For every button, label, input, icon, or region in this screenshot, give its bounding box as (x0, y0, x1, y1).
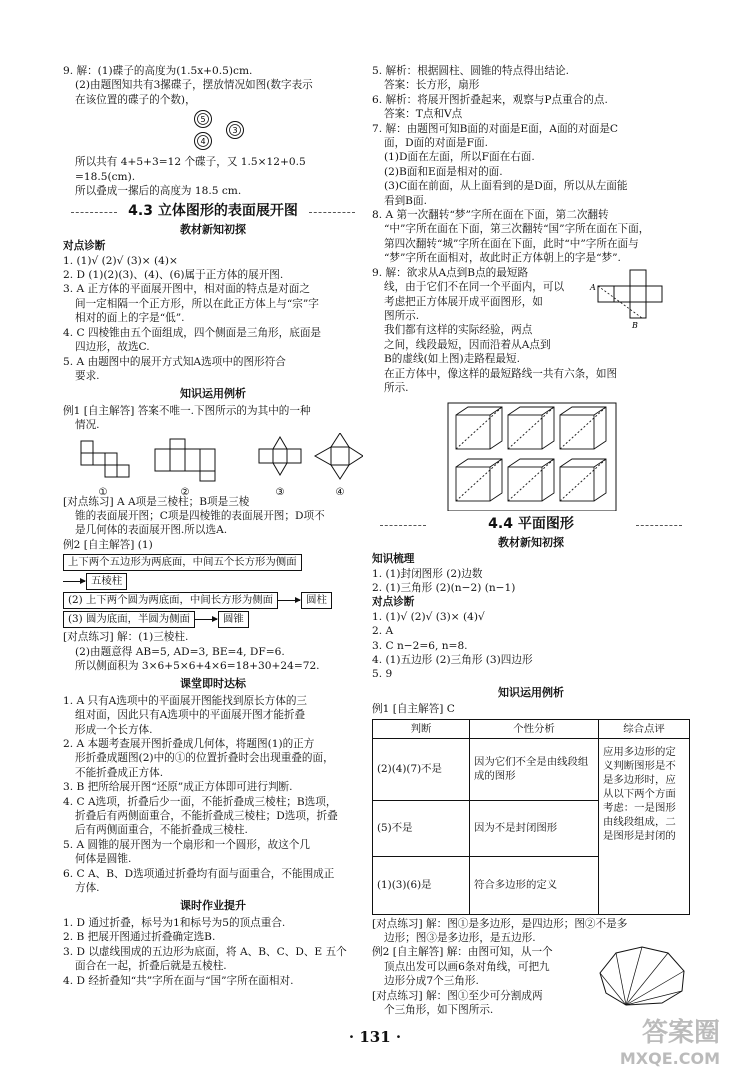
practice1-line: 边形；图③是多边形，是五边形. (384, 932, 536, 945)
net-label-4: ④ (335, 486, 345, 495)
flow-box: 圆柱 (301, 592, 332, 609)
diagnosis-line: 2. A (372, 625, 394, 638)
q9-line: 我们都有这样的实际经验，两点 (384, 324, 533, 337)
q9-line: 在正方体中，像这样的最短路线一共有六条，如图 (384, 367, 618, 380)
homework-line: 4. D 经折叠知“共”字所在面与“国”字所在面相对. (63, 974, 294, 987)
homework-line: 1. D 通过折叠，标号为1和标号为5的顶点重合. (63, 916, 286, 929)
plate-circle-4 (195, 133, 212, 150)
net-figures (63, 433, 363, 495)
net-point-b: B (632, 320, 638, 330)
practice2-line: 个三角形，如下图所示. (384, 1004, 494, 1017)
net-label-3: ③ (275, 486, 285, 495)
example2-block (372, 945, 690, 1017)
table-header-row (373, 719, 690, 738)
check-line: 5. A 圆锥的展开图为一个扇形和一个圆形，故这个几 (63, 838, 310, 851)
example1-line2: 情况. (75, 419, 100, 432)
arrow-icon (278, 600, 300, 601)
q7-line: 面，D面的对面是F面. (384, 137, 488, 150)
table-cell: (5)不是 (373, 800, 470, 856)
q9-line: 之间，线段最短，因而沿着从A点到 (384, 338, 551, 351)
section-title-4-4: 4.4 平面图形 (372, 517, 690, 531)
example1-line1: 例1 [自主解答] 答案不唯一.下图所示的为其中的一种 (63, 404, 311, 417)
net-3-triangular-prism (259, 437, 301, 475)
check-line: 方体. (75, 882, 100, 895)
flow-box: (2) 上下两个圆为两底面，中间长方形为侧面 (63, 592, 278, 609)
q9-line3: 在该位置的碟子的个数)， (75, 93, 196, 106)
right-column (372, 64, 690, 1017)
q9-line: 所示. (384, 381, 409, 394)
polygon-judgement-table (372, 719, 690, 915)
q9-block (372, 266, 690, 396)
cube-net-shortest-path (584, 268, 676, 338)
diagnosis-line: 间一定相隔一个正方形，所以在此正方体上与“宗”字 (75, 297, 319, 310)
sort-heading: 知识梳理 (372, 553, 415, 566)
plate-count-3: 3 (232, 126, 238, 136)
check-line: 2. A 本题考查展开图折叠成几何体，将题图(1)的正方 (63, 738, 315, 750)
check-line: 折叠后有两侧面重合，不能折叠成三棱柱；D选项，折叠 (75, 810, 338, 823)
q7-line: (1)D面在左面，所以F面在右面. (384, 151, 535, 164)
check-line: 4. C A选项，折叠后少一面，不能折叠成三棱柱；B选项， (63, 795, 337, 808)
flow-box: 五棱柱 (86, 573, 127, 590)
section-title-4-3: 4.3 立体图形的表面展开图 (63, 204, 363, 218)
q5-line2: 答案：长方形，扇形 (384, 79, 480, 92)
diagnosis-heading: 对点诊断 (372, 596, 415, 609)
table-header: 判断 (373, 719, 470, 738)
check-line: 1. A 只有A选项中的平面展开图能找到原长方体的三 (63, 694, 308, 707)
example2-line: 边形分成7个三角形. (384, 975, 479, 988)
q9-line1: 9. 解：(1)碟子的高度为(1.5x+0.5)cm. (63, 65, 253, 77)
plate-circle-3 (227, 122, 244, 139)
diagnosis-line: 要求. (75, 369, 100, 382)
diagnosis-line: 5. A 由题图中的展开方式知A选项中的图形符合 (63, 355, 286, 368)
table-cell: (2)(4)(7)不是 (373, 738, 470, 800)
sort-line: 2. (1)三角形 (2)(n−2) (n−1) (372, 581, 516, 594)
cube-1 (456, 407, 502, 449)
q9-line: 图所示. (384, 309, 420, 322)
q6-line1: 6. 解析：将展开图折叠起来，观察与P点重合的点. (372, 93, 608, 106)
watermark-text: 答案圈 (641, 1018, 720, 1048)
cube-5 (508, 459, 554, 501)
practice1-line: [对点练习] 解：图①是多边形，是四边形；图②不是多 (372, 917, 628, 930)
diagnosis-line: 1. (1)√ (2)√ (3)× (4)√ (372, 610, 485, 623)
practice2-line: [对点练习] 解：(1)三棱柱. (63, 631, 189, 644)
subheading-new-knowledge: 教材新知初探 (498, 535, 564, 549)
q8-line: “梦”字所在面相对，故此时正方体朝上的字是“梦”. (384, 252, 621, 265)
nonagon-diagonals-figure (596, 945, 688, 1007)
q8-line: 第四次翻转“城”字所在面在下面，此时“中”字所在面与 (384, 237, 639, 250)
practice1-line: [对点练习] A A项是三棱柱；B项是三棱 (63, 495, 250, 508)
practice1-line: 是几何体的表面展开图.所以选A. (75, 524, 228, 537)
q7-line: 看到B面. (384, 194, 427, 207)
check-line: 何体是圆锥. (75, 853, 132, 866)
subheading-application: 知识运用例析 (180, 387, 246, 401)
check-line: 3. B 把所给展开图“还原”成正方体即可进行判断. (63, 781, 293, 794)
homework-line: 面合在一起，折叠后就是五棱柱. (75, 960, 227, 973)
diagnosis-line: 3. C n−2=6, n=8. (372, 639, 468, 652)
q7-line: (3)C面在前面，从上面看到的是D面，所以从左面能 (384, 180, 628, 193)
practice2-line: 所以侧面积为 3×6+5×6+4×6=18+30+24=72. (75, 659, 320, 672)
check-line: 6. C A、B、D选项通过折叠均有面与面重合，不能围成正 (63, 867, 335, 880)
table-cell: 因为不是封闭图形 (470, 800, 599, 856)
check-line: 组对面，因此只有A选项中的平面展开图才能折叠 (75, 709, 306, 722)
flow-row-4 (63, 611, 363, 628)
subheading-new-knowledge: 教材新知初探 (180, 222, 246, 236)
flow-box: (3) 圆为底面，半圆为侧面 (63, 611, 195, 628)
check-line: 形折叠成题图(2)中的①的位置折叠时会出现重叠的面， (75, 752, 334, 765)
example2-line: 例2 [自主解答] (1) (63, 538, 153, 551)
q7-line: (2)B面和E面是相对的面. (384, 165, 503, 178)
diagnosis-line: 四边形，故选C. (75, 341, 150, 354)
table-row (373, 738, 690, 800)
plate-stack-figure (63, 107, 363, 155)
cube-3 (560, 407, 606, 449)
cube-2 (508, 407, 554, 449)
table-header: 综合点评 (599, 719, 690, 738)
plate-count-4: 4 (200, 137, 206, 147)
q9-line: 考虑把正方体展开成平面图形，如 (384, 295, 543, 308)
practice2-line: [对点练习] 解：图①至少可分割成两 (372, 989, 543, 1002)
q9-line2: (2)由题图知共有3摞碟子，摆放情况如图(数字表示 (75, 79, 313, 92)
q8-line: 8. A 第一次翻转“梦”字所在面在下面，第二次翻转 (372, 209, 609, 222)
subheading-application: 知识运用例析 (498, 685, 564, 699)
q9-line: B的虚线(如上图)走路程最短. (384, 353, 520, 366)
check-line: 不能折叠成正方体. (75, 766, 164, 779)
watermark-url: MXQE.COM (619, 1049, 720, 1068)
table-comment-cell: 应用多边形的定义判断图形是不是多边形时，应从以下两个方面考虑：一是图形由线段组成，二是图形是封闭的 (599, 738, 690, 914)
q6-line2: 答案：T点和V点 (384, 108, 463, 121)
table-cell: 因为它们不全是由线段组成的图形 (470, 738, 599, 800)
net-point-a: A (590, 282, 596, 292)
flow-box: 圆锥 (218, 611, 249, 628)
net-label-2: ② (180, 486, 190, 495)
diagnosis-line: 5. 9 (372, 668, 393, 681)
diagnosis-line: 3. A 正方体的平面展开图中，相对面的特点是对面之 (63, 283, 310, 296)
table-header: 个性分析 (470, 719, 599, 738)
cube-4 (456, 459, 502, 501)
cube-6 (560, 459, 606, 501)
diagnosis-line: 4. C 四棱锥由五个面组成，四个侧面是三角形，底面是 (63, 326, 322, 339)
arrow-icon (195, 619, 217, 620)
diagnosis-line: 1. (1)√ (2)√ (3)× (4)× (63, 254, 178, 267)
plate-circle-5 (195, 111, 212, 128)
practice2-line: (2)由题意得 AB=5, AD=3, BE=4, DF=6. (75, 645, 285, 658)
q9-line: 线，由于它们不在同一个平面内，可以 (384, 281, 565, 294)
q8-line: “中”字所在面在下面，第三次翻转“国”字所在面在下面， (384, 223, 650, 236)
q9-line6: 所以叠成一摞后的高度为 18.5 cm. (75, 185, 242, 198)
flow-row-1 (63, 554, 363, 571)
watermark-logo (600, 1012, 720, 1070)
q9-line5: =18.5(cm). (75, 170, 136, 183)
arrow-icon (63, 581, 85, 582)
page-number: · 131 · (348, 1028, 402, 1046)
flow-row-2 (63, 573, 363, 590)
plate-count-5: 5 (200, 115, 206, 125)
homework-line: 2. B 把展开图通过折叠确定选B. (63, 931, 216, 944)
table-cell: (1)(3)(6)是 (373, 856, 470, 914)
q9-line4: 所以共有 4+5+3=12 个碟子，又 1.5×12+0.5 (75, 156, 306, 169)
net-2-prism (155, 439, 215, 481)
q9-line: 9. 解：欲求从A点到B点的最短路 (372, 266, 529, 279)
example2-line: 例2 [自主解答] 解：由图可知，从一个 (372, 946, 553, 959)
homework-line: 3. D 以虚线围成的五边形为底面，将 A、B、C、D、E 五个 (63, 945, 347, 958)
subheading-homework: 课时作业提升 (180, 899, 246, 913)
sort-line: 1. (1)封闭图形 (2)边数 (372, 567, 483, 580)
flow-box: 上下两个五边形为两底面，中间五个长方形为侧面 (63, 554, 302, 571)
net-4-pyramid (315, 433, 363, 479)
diagnosis-line: 4. (1)五边形 (2)三角形 (3)四边形 (372, 654, 533, 666)
check-line: 形成一个长方体. (75, 723, 153, 736)
check-line: 后有两侧面重合，不能折叠成三棱柱. (75, 824, 248, 837)
six-shortest-paths-figure (372, 401, 690, 511)
example2-line: 顶点出发可以画6条对角线，可把九 (384, 960, 550, 973)
q5-line1: 5. 解析：根据圆柱、圆锥的特点得出结论. (372, 65, 569, 77)
example1-line: 例1 [自主解答] C (372, 703, 455, 716)
diagnosis-line: 2. D (1)(2)(3)、(4)、(6)属于正方体的展开图. (63, 269, 284, 282)
flow-row-3 (63, 592, 363, 609)
diagnosis-line: 相对的面上的字是“低”. (75, 312, 185, 325)
net-label-1: ① (98, 486, 108, 495)
table-cell: 符合多边形的定义 (470, 856, 599, 914)
practice1-line: 锥的表面展开图；C项是四棱锥的表面展开图；D项不 (75, 509, 325, 522)
q7-line: 7. 解：由题图可知B面的对面是E面，A面的对面是C (372, 122, 619, 135)
subheading-class-check: 课堂即时达标 (180, 677, 246, 691)
left-column (63, 64, 363, 988)
diagnosis-heading: 对点诊断 (63, 240, 106, 253)
net-1-cube (81, 441, 129, 477)
